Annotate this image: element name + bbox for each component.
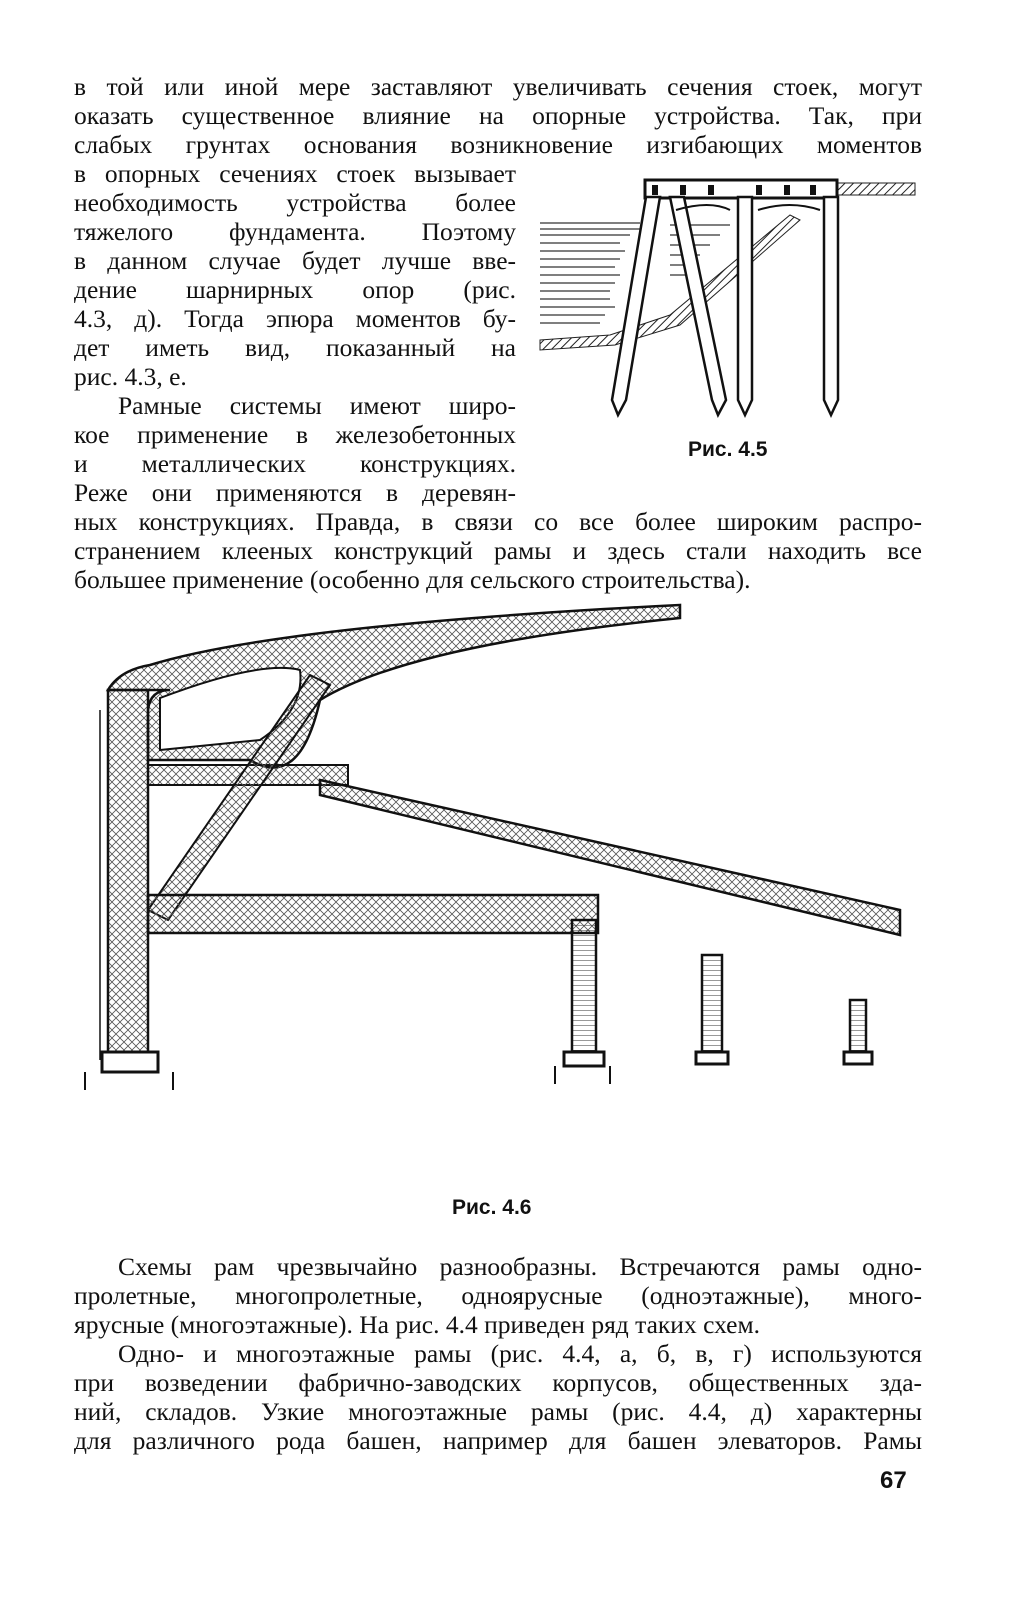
page-number: 67 [880, 1467, 907, 1494]
figure-4-6 [80, 590, 910, 1190]
text-line: тяжелого фундамента. Поэтому [74, 217, 516, 246]
text-line: рис. 4.3, е. [74, 362, 187, 391]
paragraph-start: Одно- и многоэтажные рамы (рис. 4.4, а, б, в, г) используются [118, 1339, 922, 1368]
text-line: ярусные (многоэтажные). На рис. 4.4 приведен ряд таких схем. [74, 1310, 761, 1339]
text-line: для различного рода башен, например для башен элеваторов. Рамы [74, 1426, 922, 1455]
figure-caption: Рис. 4.5 [688, 438, 768, 461]
text-line: слабых грунтах основания возникновение изгибающих моментов [74, 130, 922, 159]
text-line: ных конструкциях. Правда, в связи со все более широким распро- [74, 507, 922, 536]
text-line: в опорных сечениях стоек вызывает [74, 159, 516, 188]
text-line: пролетные, многопролетные, одноярусные (одноэтажные), много- [74, 1281, 922, 1310]
text-line: необходимость устройства более [74, 188, 516, 217]
text-line: большее применение (особенно для сельского строительства). [74, 565, 751, 594]
figure-caption: Рис. 4.6 [452, 1196, 532, 1219]
text-line: оказать существенное влияние на опорные устройства. Так, при [74, 101, 922, 130]
text-line: странением клееных конструкций рамы и здесь стали находить все [74, 536, 922, 565]
text-line: дение шарнирных опор (рис. [74, 275, 516, 304]
text-line: кое применение в железобетонных [74, 420, 516, 449]
paragraph-start: Схемы рам чрезвычайно разнообразны. Встречаются рамы одно- [118, 1252, 922, 1281]
paragraph-start: Рамные системы имеют широ- [118, 391, 516, 420]
text-line: в данном случае будет лучше вве- [74, 246, 516, 275]
text-line: 4.3, д). Тогда эпюра моментов бу- [74, 304, 516, 333]
text-line: дет иметь вид, показанный на [74, 333, 516, 362]
text-line: Реже они применяются в деревян- [74, 478, 516, 507]
text-line: и металлических конструкциях. [74, 449, 516, 478]
figure-4-5 [530, 175, 920, 425]
text-line: ний, складов. Узкие многоэтажные рамы (рис. 4.4, д) характерны [74, 1397, 922, 1426]
text-line: при возведении фабрично-заводских корпусов, общественных зда- [74, 1368, 922, 1397]
text-line: в той или иной мере заставляют увеличивать сечения стоек, могут [74, 72, 922, 101]
